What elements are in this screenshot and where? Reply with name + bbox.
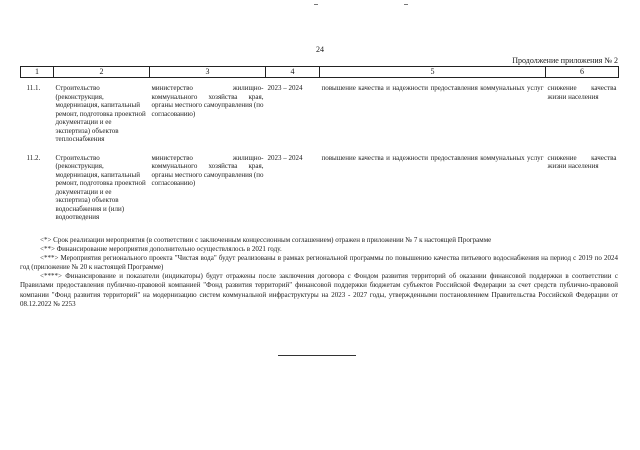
activity-cell: Строительство (реконструкция, модернизация, капитальный ремонт, подготовка проектной документации и ее экспертиза) объектов водоснабжения и (или) водоотведения — [55, 153, 146, 222]
result-cell: повышение качества и надежности предоставления коммунальных услуг — [321, 153, 544, 162]
row-number: 11.1. — [26, 84, 41, 92]
footnote: <****> Финансирование и показатели (индикаторы) будут отражены после заключения договора с Фондом развития территорий об оказании финансовой поддержки в соответствии с Правилами предоставления публично-правовой компанией "Фонд развития территорий" финансовой поддержки бюджетам субъектов Российской Федерации за счет средств публично-правовой компании "Фонд развития территорий" на модернизацию систем коммунальной инфраструктуры на 2023 - 2027 годы, утвержденными постановлением Правительства Российской Федерации от 08.12.2022 № 2253 — [20, 272, 618, 308]
footnotes — [20, 236, 618, 309]
period-cell: 2023 – 2024 — [267, 153, 303, 162]
result-cell: повышение качества и надежности предоставления коммунальных услуг — [321, 84, 544, 92]
footnote: <*> Срок реализации мероприятия (в соответствии с заключенным концессионным соглашением) отражен в приложении № 7 к настоящей Программе — [40, 236, 492, 244]
column-header: 5 — [320, 67, 546, 78]
row-number: 11.2. — [26, 153, 41, 162]
column-header: 1 — [21, 67, 54, 78]
table-row — [21, 78, 619, 144]
column-header: 3 — [150, 67, 266, 78]
activity-cell: Строительство (реконструкция, модернизация, капитальный ремонт, подготовка проектной документации и ее экспертиза) объектов теплоснабжения — [55, 84, 146, 144]
column-header: 2 — [54, 67, 150, 78]
footnote: <***> Мероприятия регионального проекта "Чистая вода" будут реализованы в рамках региональной программы по повышению качества питьевого водоснабжения на период с 2019 по 2024 год (приложение № 20 к настоящей Программе) — [20, 254, 618, 272]
footnote: <**> Финансирование мероприятия дополнительно осуществлялось в 2021 году. — [40, 245, 282, 254]
page-number: 24 — [316, 45, 324, 54]
table-row — [21, 144, 619, 222]
effect-cell: снижение качества жизни населения — [547, 84, 617, 101]
executor-cell: министерство жилищно-коммунального хозяйства края, органы местного самоуправления (по согласованию) — [151, 84, 264, 118]
scan-mark — [314, 4, 318, 5]
executor-cell: министерство жилищно-коммунального хозяйства края, органы местного самоуправления (по согласованию) — [151, 153, 264, 188]
period-cell: 2023 – 2024 — [267, 84, 303, 92]
scan-mark — [404, 4, 408, 5]
column-header: 6 — [546, 67, 619, 78]
column-header: 4 — [266, 67, 320, 78]
activities-table — [20, 66, 619, 222]
table-header-row — [21, 67, 619, 78]
effect-cell: снижение качества жизни населения — [547, 153, 617, 171]
separator-line — [278, 355, 356, 356]
appendix-continuation-label: Продолжение приложения № 2 — [512, 56, 618, 65]
